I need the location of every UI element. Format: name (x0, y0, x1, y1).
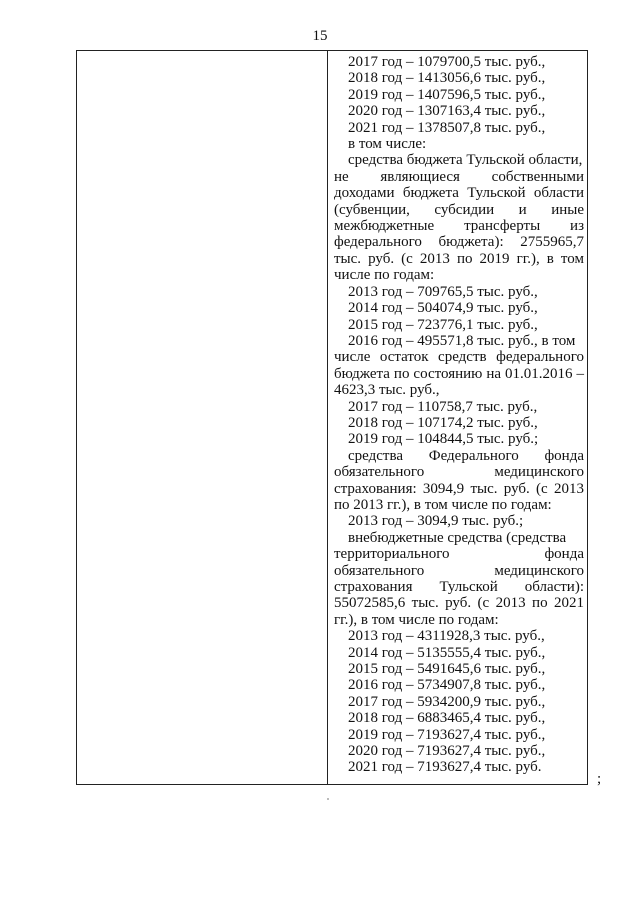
text-line: 2021 год – 1378507,8 тыс. руб., (348, 119, 546, 136)
text-line: 2016 год – 5734907,8 тыс. руб., (348, 677, 546, 694)
text-line: 2019 год – 7193627,4 тыс. руб., (348, 726, 546, 743)
table-column-divider (327, 50, 328, 785)
text-line: 55072585,6 тыс. руб. (с 2013 по 2021 (334, 595, 584, 612)
text-line: 2017 год – 5934200,9 тыс. руб., (348, 693, 546, 710)
text-line: 2017 год – 1079700,5 тыс. руб., (348, 54, 546, 70)
text-line: обязательного медицинского (334, 562, 584, 579)
text-line: 2018 год – 1413056,6 тыс. руб., (348, 70, 546, 87)
text-line: 2020 год – 1307163,4 тыс. руб., (348, 103, 546, 120)
scan-speck (327, 798, 329, 800)
page-number: 15 (312, 28, 328, 44)
text-line: средства бюджета Тульской области, (348, 152, 583, 169)
text-line: бюджета по состоянию на 01.01.2016 – (334, 365, 584, 382)
text-line: 4623,3 тыс. руб., (334, 382, 440, 399)
text-line: гг.), в том числе по годам: (334, 611, 499, 628)
text-line: 2013 год – 709765,5 тыс. руб., (348, 283, 538, 300)
text-line: доходами бюджета Тульской области (334, 185, 584, 202)
text-line: межбюджетные трансферты из (334, 218, 584, 235)
trailing-semicolon: ; (597, 771, 602, 787)
text-line: 2019 год – 1407596,5 тыс. руб., (348, 86, 546, 103)
text-line: внебюджетные средства (средства (348, 529, 567, 546)
text-line: по 2013 гг.), в том числе по годам: (334, 496, 552, 513)
text-line: 2018 год – 107174,2 тыс. руб., (348, 414, 538, 431)
text-line: 2015 год – 723776,1 тыс. руб., (348, 316, 538, 333)
text-line: 2014 год – 5135555,4 тыс. руб., (348, 644, 546, 661)
text-line: числе по годам: (334, 267, 435, 284)
text-line: 2013 год – 3094,9 тыс. руб.; (348, 513, 524, 530)
text-line: страхования: 3094,9 тыс. руб. (с 2013 (334, 480, 584, 497)
text-line: территориального фонда (334, 546, 584, 563)
text-line: не являющиеся собственными (334, 168, 584, 185)
text-line: числе остаток средств федерального (334, 349, 584, 366)
text-line: 2013 год – 4311928,3 тыс. руб., (348, 628, 545, 645)
text-line: 2017 год – 110758,7 тыс. руб., (348, 398, 538, 415)
text-line: 2021 год – 7193627,4 тыс. руб. (348, 759, 542, 776)
text-line: 2020 год – 7193627,4 тыс. руб., (348, 743, 546, 760)
text-line: страхования Тульской области): (334, 579, 584, 595)
text-line: 2014 год – 504074,9 тыс. руб., (348, 300, 538, 317)
text-line: средства Федерального фонда (348, 447, 584, 464)
text-line: федерального бюджета): 2755965,7 (334, 234, 584, 251)
text-line: в том числе: (348, 136, 427, 153)
financing-text-cell (334, 54, 584, 776)
text-line: 2019 год – 104844,5 тыс. руб.; (348, 431, 539, 448)
text-line: 2018 год – 6883465,4 тыс. руб., (348, 710, 546, 727)
text-line: обязательного медицинского (334, 464, 584, 481)
text-line: (субвенции, субсидии и иные (334, 201, 584, 218)
text-line: тыс. руб. (с 2013 по 2019 гг.), в том (334, 250, 584, 267)
text-line: 2016 год – 495571,8 тыс. руб., в том (348, 332, 576, 349)
text-line: 2015 год – 5491645,6 тыс. руб., (348, 661, 546, 678)
